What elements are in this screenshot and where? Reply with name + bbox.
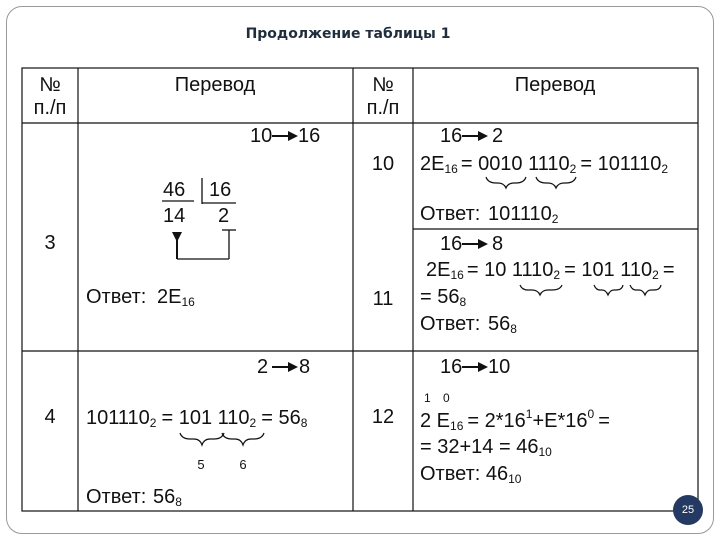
row-number: 11 [372,288,394,310]
row-12 [372,356,610,486]
expression-result: = 32+14 = 4610 [420,436,552,459]
conversion-expression: 2 $E16 = 2*16^1+E*16^0$ = [420,407,610,433]
direction-from: 16 [440,125,463,147]
row-number: 4 [44,406,56,428]
direction-from: 2 [257,356,269,378]
table-header [34,74,596,119]
answer-value: 1011102 [488,203,559,226]
octal-digit: 6 [239,457,247,472]
answer-label: Ответ: [86,486,147,508]
row-4 [44,356,310,509]
header-translation-right: Перевод [514,74,596,96]
direction-to: 16 [298,125,321,147]
direction-from: 10 [250,125,273,147]
answer-label: Ответ: [420,313,481,335]
brace-icon [520,285,661,295]
answer-label: Ответ: 4610 [420,463,522,486]
answer-label: Ответ: [420,203,481,225]
remainder: 14 [163,205,186,227]
answer-value: 2E16 [157,286,195,309]
row-number: 3 [44,232,56,254]
header-num-right: № [372,74,394,96]
digit-index: 1 [424,391,431,405]
direction-to: 8 [299,356,311,378]
dividend: 46 [163,179,186,201]
quotient: 2 [218,205,230,227]
header-num: № [39,74,61,96]
answer-value: 568 [488,313,517,336]
row-3 [44,125,320,309]
answer-label: Ответ: [86,286,147,308]
octal-digit: 5 [197,457,205,472]
brace-icon [486,177,576,188]
direction-to: 8 [492,233,504,255]
direction-to: 10 [488,356,511,378]
conversion-expression: 2E16 = 0010 11102 = 1011102 [420,153,669,176]
row-11 [373,233,675,336]
direction-from: 16 [440,356,463,378]
header-num-sub-right: п./п [366,97,400,119]
digit-index: 0 [443,391,450,405]
slide-title: Продолжение таблицы 1 [245,26,451,42]
row-number: 12 [371,406,395,428]
expression-result: = 568 [420,286,467,309]
direction-from: 16 [440,233,463,255]
row-number: 10 [371,153,395,175]
header-translation-left: Перевод [174,74,256,96]
header-num-sub: п./п [33,97,67,119]
divisor: 16 [209,179,232,201]
row-10 [372,125,668,226]
answer-value: 568 [153,486,182,509]
page-number-badge: 25 [673,495,703,525]
direction-to: 2 [492,125,504,147]
brace-icon [180,433,264,445]
conversion-expression: 2E16 = 10 11102 = 101 1102 = [426,259,675,282]
conversion-expression: 1011102 = 101 1102 = 568 [86,407,308,430]
